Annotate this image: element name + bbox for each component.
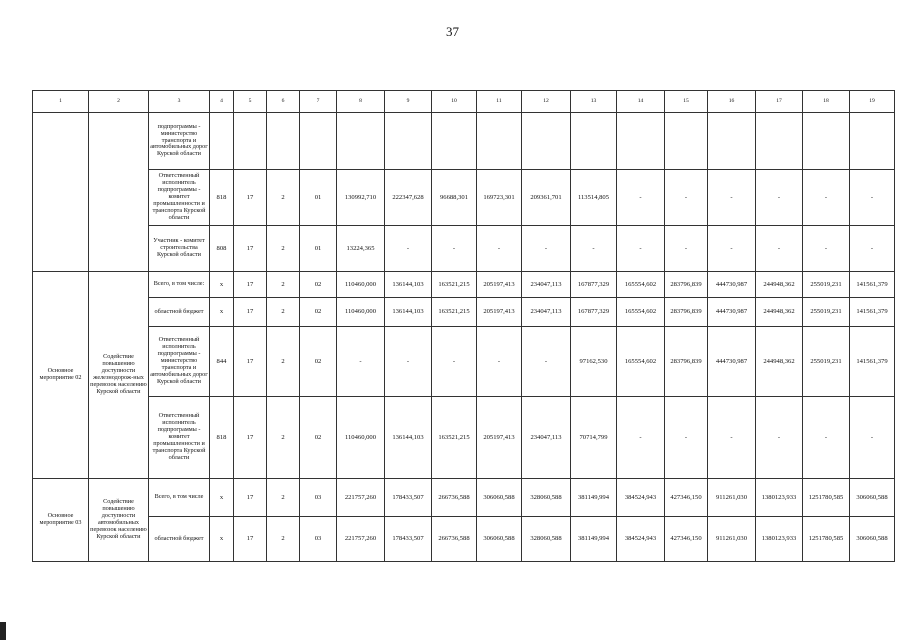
- table-cell: 130992,710: [337, 170, 385, 226]
- table-cell: -: [522, 226, 571, 272]
- table-cell: 1380123,933: [756, 479, 803, 517]
- table-cell: 205197,413: [477, 272, 522, 298]
- table-cell: 234047,113: [522, 272, 571, 298]
- table-cell: 266736,588: [432, 517, 477, 562]
- table-cell: 136144,103: [385, 272, 432, 298]
- executor-cell: областной бюджет: [149, 298, 210, 327]
- table-cell: 2: [267, 226, 300, 272]
- table-cell: -: [850, 226, 895, 272]
- table-cell: 01: [300, 226, 337, 272]
- event-name-cell: Основное мероприятие 03: [33, 479, 89, 562]
- header-cell: 13: [571, 91, 617, 113]
- table-cell: -: [337, 327, 385, 397]
- table-row: [33, 113, 895, 170]
- table-cell: 165554,602: [617, 272, 665, 298]
- table-cell: 328060,588: [522, 517, 571, 562]
- table-cell: 02: [300, 298, 337, 327]
- header-cell: 6: [267, 91, 300, 113]
- table-row: [33, 298, 895, 327]
- event-name-cell: Основное мероприятие 02: [33, 272, 89, 479]
- table-cell: [234, 113, 267, 170]
- table-cell: -: [708, 226, 756, 272]
- table-cell: 01: [300, 170, 337, 226]
- table-cell: -: [756, 170, 803, 226]
- table-cell: 244948,362: [756, 298, 803, 327]
- table-cell: -: [385, 226, 432, 272]
- event-name-cell: [33, 113, 89, 272]
- header-cell: 7: [300, 91, 337, 113]
- executor-cell: Ответственный исполнитель подпрограммы - комитет промышленности и транспорта Курской области: [149, 170, 210, 226]
- table-cell: 17: [234, 517, 267, 562]
- table-cell: 163521,215: [432, 397, 477, 479]
- table-cell: 136144,103: [385, 397, 432, 479]
- table-cell: 444730,987: [708, 272, 756, 298]
- table-cell: 255019,231: [803, 327, 850, 397]
- table-cell: 17: [234, 298, 267, 327]
- table-cell: 2: [267, 397, 300, 479]
- header-cell: 16: [708, 91, 756, 113]
- table-cell: 205197,413: [477, 298, 522, 327]
- table-cell: 110460,000: [337, 298, 385, 327]
- executor-cell: Ответственный исполнитель подпрограммы - министерство транспорта и автомобильных дорог Курской области: [149, 327, 210, 397]
- table-cell: x: [210, 298, 234, 327]
- table-cell: 17: [234, 226, 267, 272]
- budget-table: [32, 90, 895, 562]
- table-cell: 1251780,585: [803, 517, 850, 562]
- table-cell: -: [850, 170, 895, 226]
- table-cell: [267, 113, 300, 170]
- table-row: [33, 479, 895, 517]
- table-cell: 110460,000: [337, 397, 385, 479]
- table-cell: 381149,994: [571, 479, 617, 517]
- table-cell: 02: [300, 272, 337, 298]
- table-cell: 808: [210, 226, 234, 272]
- table-row: [33, 397, 895, 479]
- table-cell: 234047,113: [522, 397, 571, 479]
- table-cell: 283796,839: [665, 327, 708, 397]
- table-cell: 178433,507: [385, 517, 432, 562]
- header-cell: 19: [850, 91, 895, 113]
- table-cell: -: [756, 397, 803, 479]
- table-cell: -: [477, 327, 522, 397]
- table-cell: [385, 113, 432, 170]
- table-cell: 911261,030: [708, 517, 756, 562]
- table-cell: 02: [300, 397, 337, 479]
- table-cell: 222347,628: [385, 170, 432, 226]
- table-row: [33, 272, 895, 298]
- event-description-cell: Содействие повышению доступности железнодорож-ных перевозок населению Курской области: [89, 272, 149, 479]
- table-cell: 165554,602: [617, 327, 665, 397]
- table-cell: -: [617, 226, 665, 272]
- table-cell: 427346,150: [665, 479, 708, 517]
- table-cell: [617, 113, 665, 170]
- table-cell: 328060,588: [522, 479, 571, 517]
- table-cell: [756, 113, 803, 170]
- header-cell: 18: [803, 91, 850, 113]
- scan-edge-mark: [0, 622, 6, 640]
- table-cell: [850, 113, 895, 170]
- executor-cell: Всего, в том числе: [149, 479, 210, 517]
- table-cell: 209361,701: [522, 170, 571, 226]
- table-cell: 167877,329: [571, 298, 617, 327]
- table-cell: x: [210, 517, 234, 562]
- table-row: [33, 170, 895, 226]
- event-description-cell: [89, 113, 149, 272]
- table-cell: 141561,379: [850, 327, 895, 397]
- header-cell: 11: [477, 91, 522, 113]
- table-cell: -: [665, 170, 708, 226]
- table-cell: [665, 113, 708, 170]
- header-cell: 3: [149, 91, 210, 113]
- table-cell: 2: [267, 517, 300, 562]
- table-cell: -: [665, 226, 708, 272]
- table-cell: [522, 113, 571, 170]
- table-cell: -: [708, 170, 756, 226]
- table-cell: 2: [267, 272, 300, 298]
- table-cell: [708, 113, 756, 170]
- table-cell: 178433,507: [385, 479, 432, 517]
- table-cell: 306060,588: [477, 479, 522, 517]
- header-row: [33, 91, 895, 113]
- table-cell: 141561,379: [850, 272, 895, 298]
- table-cell: 70714,799: [571, 397, 617, 479]
- table-cell: -: [477, 226, 522, 272]
- table-cell: 169723,301: [477, 170, 522, 226]
- table-cell: -: [708, 397, 756, 479]
- table-cell: 1251780,585: [803, 479, 850, 517]
- executor-cell: Участник - комитет строительства Курской области: [149, 226, 210, 272]
- table-cell: -: [665, 397, 708, 479]
- table-cell: x: [210, 272, 234, 298]
- table-cell: 136144,103: [385, 298, 432, 327]
- table-cell: 283796,839: [665, 298, 708, 327]
- executor-cell: областной бюджет: [149, 517, 210, 562]
- table-row: [33, 327, 895, 397]
- table-cell: 306060,588: [477, 517, 522, 562]
- table-cell: -: [522, 327, 571, 397]
- header-cell: 12: [522, 91, 571, 113]
- table-cell: -: [803, 226, 850, 272]
- table-cell: 165554,602: [617, 298, 665, 327]
- table-cell: 17: [234, 327, 267, 397]
- table-cell: 03: [300, 479, 337, 517]
- table-cell: 306060,588: [850, 517, 895, 562]
- header-cell: 14: [617, 91, 665, 113]
- table-cell: -: [571, 226, 617, 272]
- table-cell: 163521,215: [432, 298, 477, 327]
- table-cell: [432, 113, 477, 170]
- table-cell: 444730,987: [708, 298, 756, 327]
- table-cell: 266736,588: [432, 479, 477, 517]
- table-cell: 255019,231: [803, 272, 850, 298]
- table-cell: [477, 113, 522, 170]
- table-cell: 17: [234, 170, 267, 226]
- table-cell: 911261,030: [708, 479, 756, 517]
- table-cell: 427346,150: [665, 517, 708, 562]
- table-cell: 110460,000: [337, 272, 385, 298]
- table-cell: 13224,365: [337, 226, 385, 272]
- table-cell: 384524,943: [617, 479, 665, 517]
- header-cell: 2: [89, 91, 149, 113]
- table-cell: 17: [234, 479, 267, 517]
- table-cell: 283796,839: [665, 272, 708, 298]
- executor-cell: Всего, в том числе:: [149, 272, 210, 298]
- header-cell: 15: [665, 91, 708, 113]
- table-cell: 381149,994: [571, 517, 617, 562]
- table-cell: -: [850, 397, 895, 479]
- page-number: 37: [446, 24, 459, 39]
- table-cell: 844: [210, 327, 234, 397]
- table-cell: x: [210, 479, 234, 517]
- table-cell: -: [617, 170, 665, 226]
- table-cell: 234047,113: [522, 298, 571, 327]
- table-cell: 02: [300, 327, 337, 397]
- header-cell: 4: [210, 91, 234, 113]
- header-cell: 10: [432, 91, 477, 113]
- table-cell: 2: [267, 298, 300, 327]
- table-cell: 244948,362: [756, 272, 803, 298]
- table-cell: 818: [210, 397, 234, 479]
- table-cell: 221757,260: [337, 479, 385, 517]
- table-cell: -: [385, 327, 432, 397]
- table-cell: 2: [267, 170, 300, 226]
- table-cell: 2: [267, 327, 300, 397]
- table-cell: -: [432, 226, 477, 272]
- table-cell: 306060,588: [850, 479, 895, 517]
- table-cell: [337, 113, 385, 170]
- table-cell: [210, 113, 234, 170]
- table-cell: 255019,231: [803, 298, 850, 327]
- table-cell: 205197,413: [477, 397, 522, 479]
- table-cell: -: [803, 170, 850, 226]
- header-cell: 5: [234, 91, 267, 113]
- header-cell: 1: [33, 91, 89, 113]
- table-cell: 384524,943: [617, 517, 665, 562]
- header-cell: 8: [337, 91, 385, 113]
- table-cell: 221757,260: [337, 517, 385, 562]
- table-cell: [571, 113, 617, 170]
- header-cell: 9: [385, 91, 432, 113]
- table-cell: 2: [267, 479, 300, 517]
- table-cell: -: [803, 397, 850, 479]
- table-cell: 17: [234, 397, 267, 479]
- table-cell: 113514,805: [571, 170, 617, 226]
- table-cell: 141561,379: [850, 298, 895, 327]
- table-cell: 03: [300, 517, 337, 562]
- table-cell: [803, 113, 850, 170]
- table-cell: 96688,301: [432, 170, 477, 226]
- event-description-cell: Содействие повышению доступности автомобильных перевозок населению Курской области: [89, 479, 149, 562]
- executor-cell: Ответственный исполнитель подпрограммы - комитет промышленности и транспорта Курской области: [149, 397, 210, 479]
- table-cell: 17: [234, 272, 267, 298]
- table-cell: 1380123,933: [756, 517, 803, 562]
- table-cell: 244948,362: [756, 327, 803, 397]
- table-cell: [300, 113, 337, 170]
- table-cell: 818: [210, 170, 234, 226]
- table-cell: 167877,329: [571, 272, 617, 298]
- table-cell: 97162,530: [571, 327, 617, 397]
- header-cell: 17: [756, 91, 803, 113]
- table-cell: -: [756, 226, 803, 272]
- table-cell: -: [432, 327, 477, 397]
- table-row: [33, 226, 895, 272]
- table-cell: -: [617, 397, 665, 479]
- table-cell: 444730,987: [708, 327, 756, 397]
- table-cell: 163521,215: [432, 272, 477, 298]
- table-row: [33, 517, 895, 562]
- executor-cell: подпрограммы - министерство транспорта и автомобильных дорог Курской области: [149, 113, 210, 170]
